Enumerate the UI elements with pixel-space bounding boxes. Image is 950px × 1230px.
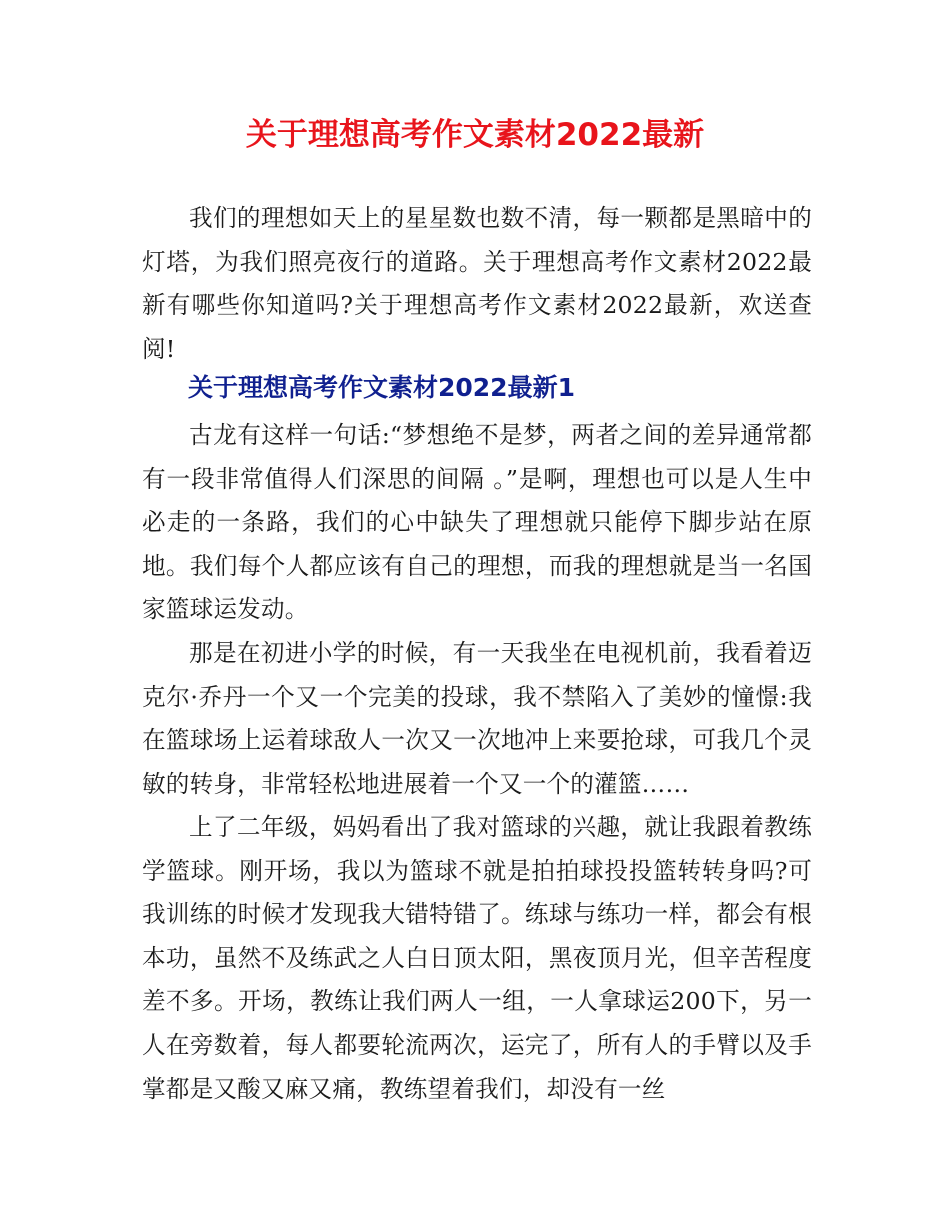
body-paragraph-3: 上了二年级，妈妈看出了我对篮球的兴趣，就让我跟着教练学篮球。刚开场，我以为篮球不就是拍拍球投投篮转转身吗?可我训练的时候才发现我大错特错了。练球与练功一样，都会有根本功，虽然不及练武之人白日顶太阳，黑夜顶月光，但辛苦程度差不多。开场，教练让我们两人一组，一人拿球运200下，另一人在旁数着，每人都要轮流两次，运完了，所有人的手臂以及手掌都是又酸又麻又痛，教练望着我们，却没有一丝: [142, 813, 812, 1103]
body-paragraph-1: 古龙有这样一句话:“梦想绝不是梦，两者之间的差异通常都有一段非常值得人们深思的间隔 。”是啊，理想也可以是人生中必走的一条路，我们的心中缺失了理想就只能停下脚步站在原地。我们每个人都应该有自己的理想，而我的理想就是当一名国家篮球运发动。: [142, 421, 812, 624]
body-paragraph-2: 那是在初进小学的时候，有一天我坐在电视机前，我看着迈克尔·乔丹一个又一个完美的投球，我不禁陷入了美妙的憧憬:我在篮球场上运着球敌人一次又一次地冲上来要抢球，可我几个灵敏的转身，非常轻松地进展着一个又一个的灌篮……: [142, 639, 812, 798]
section-heading: 关于理想高考作文素材2022最新1: [188, 373, 575, 402]
document-title: 关于理想高考作文素材2022最新: [245, 117, 705, 153]
intro-paragraph: 我们的理想如天上的星星数也数不清，每一颗都是黑暗中的灯塔，为我们照亮夜行的道路。关于理想高考作文素材2022最新有哪些你知道吗?关于理想高考作文素材2022最新，欢送查阅!: [142, 204, 812, 363]
